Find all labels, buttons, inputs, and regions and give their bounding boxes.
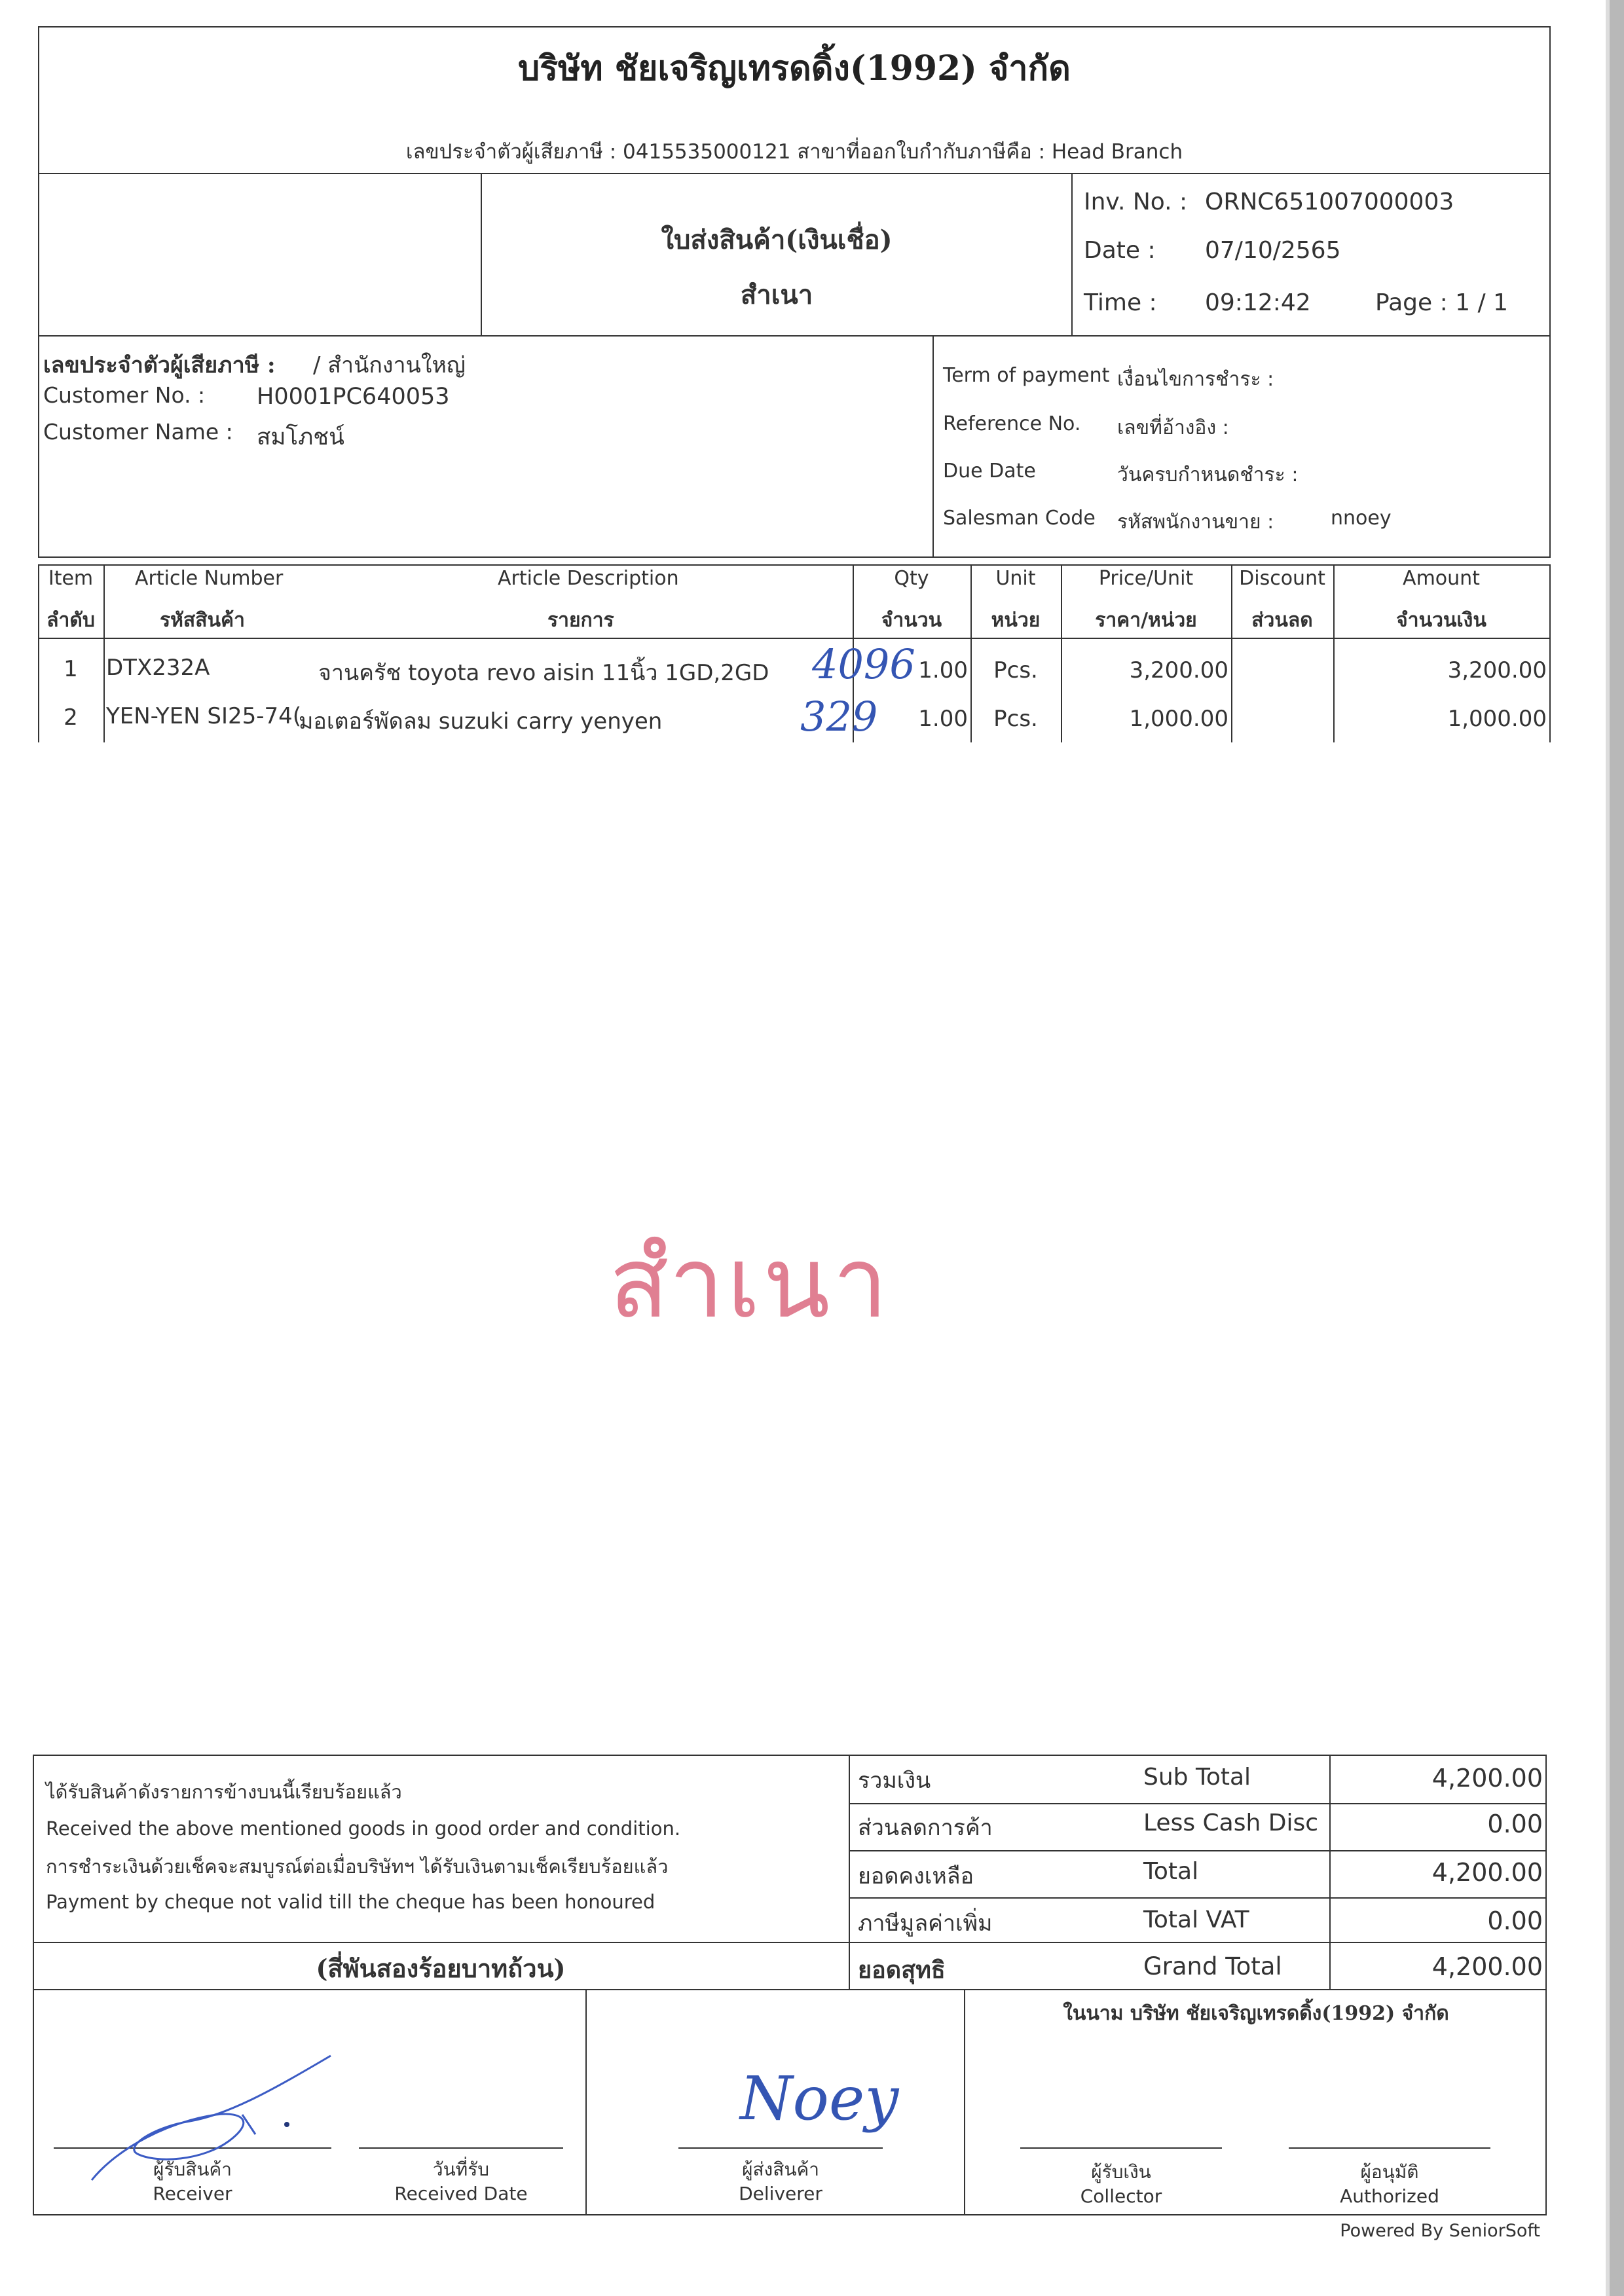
- remark-received-th: ได้รับสินค้าดังรายการข้างบนนี้เรียบร้อยแล้ว: [46, 1781, 402, 1803]
- col-header-price-th: ราคา/หน่วย: [1095, 609, 1197, 632]
- inv-number: ORNC651007000003: [1205, 189, 1454, 215]
- row-line: [849, 1803, 1547, 1804]
- deliverer-label: Deliverer: [739, 2183, 822, 2204]
- reference-no-label: Reference No.: [943, 412, 1081, 435]
- table-row-1-price: 3,200.00: [1129, 657, 1228, 683]
- collector-sign-line: [1020, 2147, 1222, 2149]
- authorized-label-th: ผู้อนุมัติ: [1360, 2161, 1419, 2183]
- col-header-description-th: รายการ: [547, 609, 614, 632]
- salesman-code-label: Salesman Code: [943, 507, 1096, 530]
- col-header-amount-th: จำนวนเงิน: [1396, 609, 1486, 632]
- divider: [1071, 173, 1073, 337]
- col-header-description: Article Description: [498, 567, 679, 590]
- salesman-code-th: รหัสพนักงานขาย :: [1117, 511, 1274, 534]
- table-row-1-handwritten-note: 4096: [812, 640, 915, 688]
- date-label: Date :: [1084, 237, 1156, 264]
- customer-tax-label: เลขประจำตัวผู้เสียภาษี :: [43, 352, 276, 378]
- grand-total-value: 4,200.00: [1431, 1952, 1543, 1981]
- total-value: 4,200.00: [1431, 1858, 1543, 1887]
- term-of-payment-th: เงื่อนไขการชำระ :: [1117, 368, 1274, 391]
- col-header-article-number: Article Number: [135, 567, 284, 590]
- received-date-label: Received Date: [394, 2183, 528, 2204]
- table-row-1-unit: Pcs.: [993, 657, 1038, 683]
- col-line: [1231, 564, 1232, 742]
- table-row-2-price: 1,000.00: [1129, 706, 1228, 732]
- subtotal-label: Sub Total: [1143, 1764, 1251, 1791]
- customer-no-label: Customer No. :: [43, 382, 206, 408]
- authorized-label: Authorized: [1340, 2185, 1439, 2207]
- col-header-unit: Unit: [995, 567, 1036, 590]
- receiver-label: Receiver: [153, 2183, 232, 2204]
- vat-value: 0.00: [1487, 1906, 1543, 1935]
- doc-subtitle: สำเนา: [740, 280, 813, 310]
- received-date-sign-line: [359, 2147, 563, 2149]
- cash-disc-label-th: ส่วนลดการค้า: [858, 1815, 993, 1841]
- col-header-article-number-th: รหัสสินค้า: [160, 609, 245, 632]
- col-header-qty: Qty: [894, 567, 929, 590]
- col-header-item: Item: [48, 567, 94, 590]
- tax-id-line: เลขประจำตัวผู้เสียภาษี : 0415535000121 สาขาที่ออกใบกำกับภาษีคือ : Head Branch: [405, 140, 1183, 164]
- row-line: [33, 1942, 1547, 1943]
- subtotal-value: 4,200.00: [1431, 1764, 1543, 1793]
- remark-received-en: Received the above mentioned goods in good order and condition.: [46, 1817, 681, 1840]
- customer-tax-value: / สำนักงานใหญ่: [313, 352, 466, 378]
- divider: [849, 1755, 850, 1990]
- receiver-label-th: ผู้รับสินค้า: [153, 2159, 232, 2180]
- row-line: [849, 1850, 1547, 1851]
- col-line: [1549, 564, 1551, 742]
- table-row-2-qty: 1.00: [918, 706, 968, 732]
- table-header-bottom-line: [38, 638, 1551, 639]
- col-header-discount: Discount: [1239, 567, 1325, 590]
- table-row-2-amount: 1,000.00: [1447, 706, 1547, 732]
- table-row-1-qty: 1.00: [918, 657, 968, 683]
- copy-stamp: สำเนา: [609, 1226, 891, 1340]
- deliverer-signature: Noey: [740, 2064, 899, 2134]
- signature-company-line: ในนาม บริษัท ชัยเจริญเทรดดิ้ง(1992) จำกัด: [1063, 2002, 1449, 2025]
- subtotal-label-th: รวมเงิน: [858, 1768, 931, 1794]
- table-row-1-amount: 3,200.00: [1447, 657, 1547, 683]
- table-top-line: [38, 564, 1551, 566]
- vat-label-th: ภาษีมูลค่าเพิ่ม: [858, 1910, 993, 1937]
- amount-in-words: (สี่พันสองร้อยบาทถ้วน): [316, 1954, 566, 1983]
- time-value: 09:12:42: [1205, 289, 1311, 316]
- date-value: 07/10/2565: [1205, 237, 1341, 264]
- col-header-unit-th: หน่วย: [991, 609, 1041, 632]
- table-row-1-desc: จานครัช toyota revo aisin 11นิ้ว 1GD,2GD: [318, 660, 769, 686]
- page-number: Page : 1 / 1: [1375, 289, 1508, 316]
- total-label: Total: [1143, 1858, 1199, 1885]
- due-date-th: วันครบกำหนดชำระ :: [1117, 464, 1299, 486]
- cash-disc-value: 0.00: [1487, 1810, 1543, 1838]
- powered-by-footer: Powered By SeniorSoft: [1340, 2221, 1540, 2241]
- table-row-2-code: YEN-YEN SI25-74(: [106, 703, 301, 729]
- table-row-2-desc: มอเตอร์พัดลม suzuki carry yenyen: [299, 708, 663, 735]
- table-row-2-handwritten-note: 329: [800, 693, 878, 740]
- time-label: Time :: [1084, 289, 1157, 316]
- collector-label: Collector: [1080, 2185, 1162, 2207]
- col-header-qty-th: จำนวน: [881, 609, 942, 632]
- deliverer-label-th: ผู้ส่งสินค้า: [742, 2159, 819, 2180]
- scan-edge: [1610, 0, 1624, 2296]
- row-line: [849, 1897, 1547, 1899]
- inv-label: Inv. No. :: [1084, 189, 1188, 215]
- total-label-th: ยอดคงเหลือ: [858, 1863, 974, 1889]
- table-row-2-unit: Pcs.: [993, 706, 1038, 732]
- divider: [932, 335, 934, 558]
- cash-disc-label: Less Cash Disc: [1143, 1810, 1319, 1836]
- due-date-label: Due Date: [943, 460, 1036, 483]
- table-row-1-no: 1: [64, 656, 78, 682]
- doc-title: ใบส่งสินค้า(เงินเชื่อ): [661, 225, 893, 255]
- remark-cheque-en: Payment by cheque not valid till the cheque has been honoured: [46, 1891, 655, 1913]
- collector-label-th: ผู้รับเงิน: [1091, 2161, 1151, 2183]
- vat-label: Total VAT: [1143, 1906, 1249, 1933]
- col-header-discount-th: ส่วนลด: [1251, 609, 1313, 632]
- received-date-label-th: วันที่รับ: [432, 2159, 490, 2180]
- customer-name-label: Customer Name :: [43, 419, 233, 445]
- customer-name-value: สมโภชน์: [257, 424, 344, 450]
- col-header-price: Price/Unit: [1098, 567, 1194, 590]
- deliverer-sign-line: [678, 2147, 883, 2149]
- table-row-2-no: 2: [64, 704, 78, 731]
- col-header-amount: Amount: [1403, 567, 1480, 590]
- customer-no-value: H0001PC640053: [257, 384, 450, 410]
- col-line: [103, 564, 105, 742]
- company-name: บริษัท ชัยเจริญเทรดดิ้ง(1992) จำกัด: [518, 48, 1071, 88]
- term-of-payment-label: Term of payment: [943, 364, 1110, 387]
- col-header-item-th: ลำดับ: [46, 609, 95, 632]
- grand-total-label-th: ยอดสุทธิ: [858, 1956, 946, 1984]
- table-row-1-code: DTX232A: [106, 655, 210, 681]
- divider: [585, 1989, 587, 2215]
- salesman-code-value: nnoey: [1331, 507, 1392, 530]
- authorized-sign-line: [1289, 2147, 1490, 2149]
- remark-cheque-th: การชำระเงินด้วยเช็คจะสมบูรณ์ต่อเมื่อบริษัทฯ ได้รับเงินตามเช็คเรียบร้อยแล้ว: [46, 1855, 669, 1878]
- grand-total-label: Grand Total: [1143, 1952, 1282, 1980]
- reference-no-th: เลขที่อ้างอิง :: [1117, 416, 1229, 439]
